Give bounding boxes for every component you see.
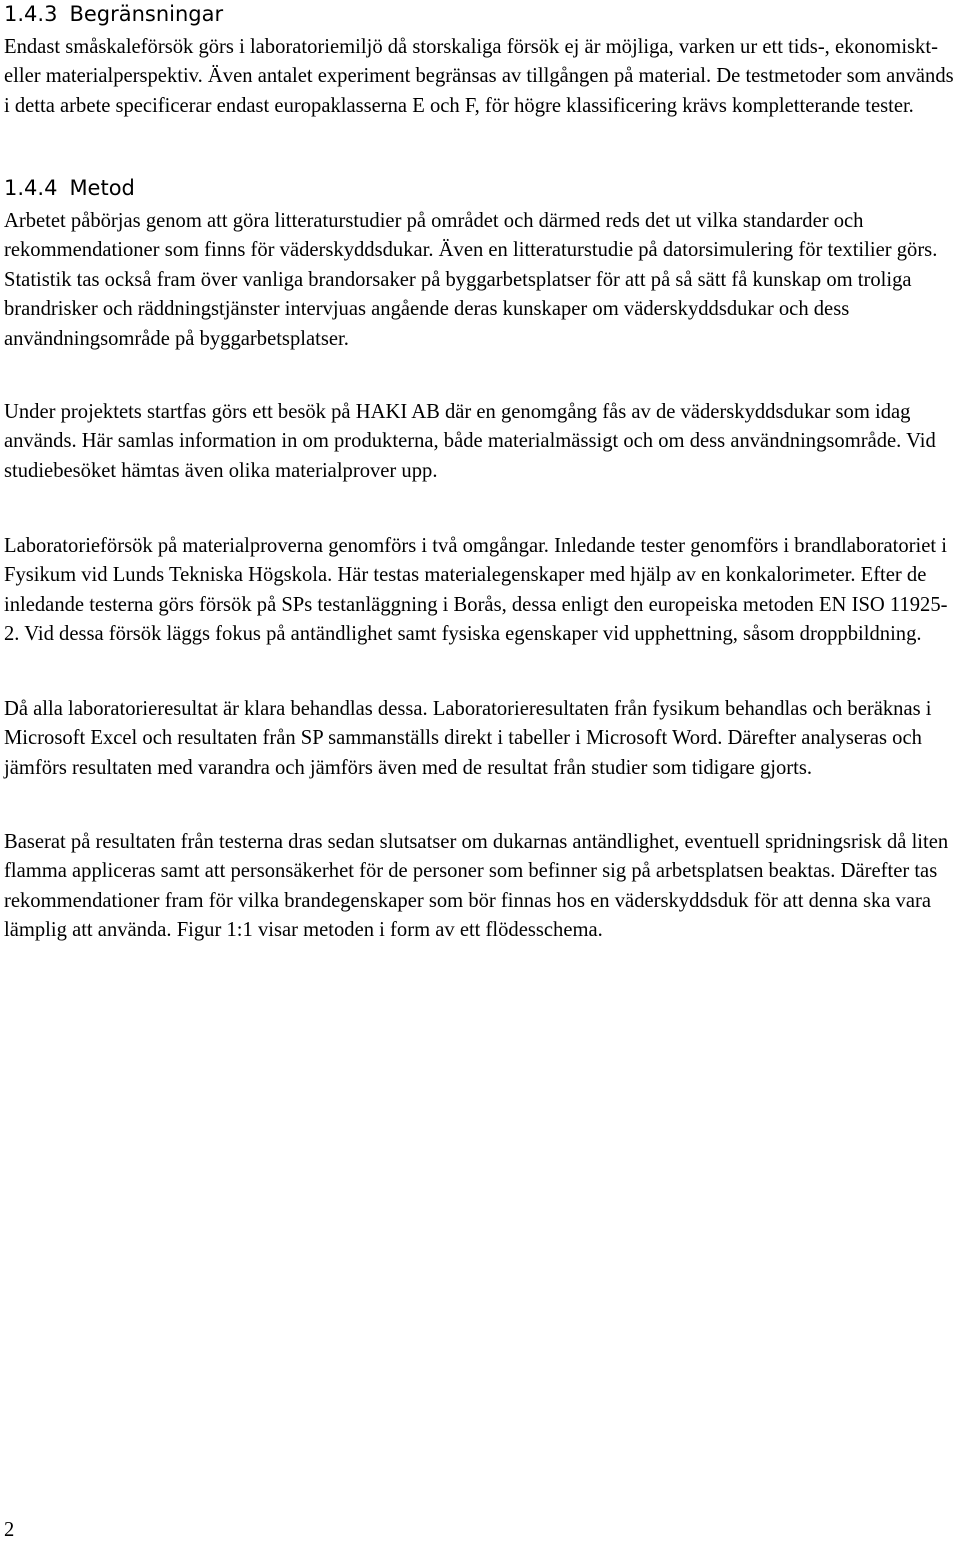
page-number: 2 bbox=[4, 1519, 15, 1541]
method-paragraph-startup: Under projektets startfas görs ett besök på HAKI AB där en genomgång fås av de väderskyddsdukar som idag används. Här samlas information in om produkterna, både materialmässigt och om dess användningsområde. Vid studiebesöket hämtas även olika materialprover upp. bbox=[4, 401, 936, 482]
section-heading-method bbox=[4, 175, 135, 201]
method-paragraph-results: Då alla laboratorieresultat är klara behandlas dessa. Laboratorieresultaten från fysikum behandlas och beräknas i Microsoft Excel och resultaten från SP sammanställs direkt i tabeller i Microsoft Word. Därefter analyseras och jämförs resultaten med varandra och jämförs även med de resultat från studier som tidigare gjorts. bbox=[4, 698, 932, 779]
method-paragraph-lab-tests: Laboratorieförsök på materialproverna genomförs i två omgångar. Inledande tester genomförs i brandlaboratoriet i Fysikum vid Lunds Tekniska Högskola. Här testas materialegenskaper med hjälp av en konkalorimeter. Efter de inledande testerna görs försök på SPs testanläggning i Borås, dessa enligt den europeiska metoden EN ISO 11925-2. Vid dessa försök läggs fokus på antändlighet samt fysiska egenskaper vid upphettning, såsom droppbildning. bbox=[4, 535, 948, 646]
limitations-paragraph: Endast småskaleförsök görs i laboratoriemiljö då storskaliga försök ej är möjliga, varken ur ett tids-, ekonomiskt- eller materialperspektiv. Även antalet experiment begränsas av tillgången på material. De testmetoder som används i detta arbete specificerar endast europaklasserna E och F, för högre klassificering krävs kompletterande tester. bbox=[4, 36, 954, 117]
section-number: 1.4.3 bbox=[4, 2, 58, 26]
method-paragraph-literature: Arbetet påbörjas genom att göra litteraturstudier på området och därmed reds det ut vilka standarder och rekommendationer som finns för väderskyddsdukar. Även en litteraturstudie på datorsimulering för textilier görs. Statistik tas också fram över vanliga brandorsaker på byggarbetsplatser för att på så sätt få kunskap om troliga brandrisker och räddningstjänster intervjuas angående deras kunskaper om väderskyddsdukar och dess användningsområde på byggarbetsplatser. bbox=[4, 210, 938, 350]
method-paragraph-conclusions: Baserat på resultaten från testerna dras sedan slutsatser om dukarnas antändlighet, eventuell spridningsrisk då liten flamma appliceras samt att personsäkerhet för de personer som befinner sig på arbetsplatsen beaktas. Därefter tas rekommendationer fram för vilka brandegenskaper som bör finnas hos en väderskyddsduk för att denna ska vara lämplig att använda. Figur 1:1 visar metoden i form av ett flödesschema. bbox=[4, 831, 949, 942]
section-number: 1.4.4 bbox=[4, 176, 58, 200]
section-heading-limitations bbox=[4, 1, 223, 27]
section-title: Begränsningar bbox=[69, 2, 224, 26]
section-title: Metod bbox=[69, 176, 135, 200]
